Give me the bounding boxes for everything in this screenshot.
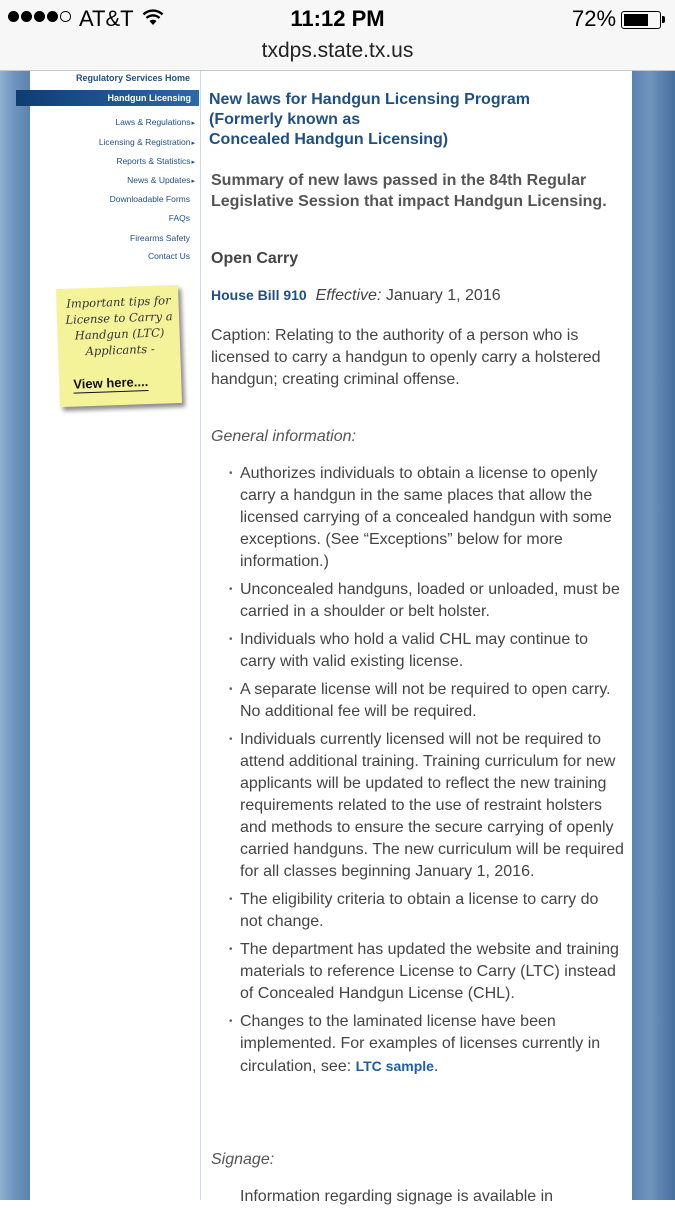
carrier-label: AT&T — [79, 6, 134, 31]
title-line-3: Concealed Handgun Licensing) — [209, 131, 449, 148]
list-item: • Changes to the laminated license have been implemented. For examples of licenses currently in circulation, see: LTC sample. — [229, 1013, 601, 1075]
chevron-right-icon: ▸ — [191, 159, 195, 166]
signage-text-partial: Information regarding signage is available in — [240, 1188, 554, 1205]
bullet-icon: • — [229, 944, 233, 955]
bullet-icon: • — [229, 734, 233, 745]
nav-faqs[interactable]: FAQs — [168, 213, 190, 223]
view-here-link[interactable]: View here.... — [73, 374, 149, 392]
bill-info — [211, 287, 501, 305]
nav-regulatory-services-home[interactable]: Regulatory Services Home — [75, 73, 190, 83]
list-item: • The department has updated the website and training materials to reference License to Carry (LTC) instead of Concealed Handgun License (CHL). — [229, 941, 619, 1002]
list-item: • Individuals currently licensed will not be required to attend additional training. Training curriculum for new applicants will be updated to reflect the new training requirements related to the use of restraint holsters and methods to ensure the secure carrying of openly carried handguns. The new curriculum will be required for all classes beginning January 1, 2016. — [229, 731, 624, 880]
page-title — [209, 90, 629, 150]
bullet-icon: • — [229, 468, 233, 479]
chevron-right-icon: ▸ — [191, 140, 195, 147]
status-bar — [0, 0, 675, 38]
general-information-heading: General information: — [211, 428, 356, 445]
clock: 11:12 PM — [290, 6, 385, 31]
general-information-list — [229, 463, 624, 1084]
nav-downloadable-forms[interactable]: Downloadable Forms — [109, 194, 190, 204]
list-item: • Unconcealed handguns, loaded or unloaded, must be carried in a shoulder or belt holster. — [229, 581, 620, 620]
nav-contact-us[interactable]: Contact Us — [147, 251, 190, 261]
nav-handgun-licensing[interactable]: Handgun Licensing — [16, 90, 199, 106]
sticky-note-text: Important tips for License to Carry a Handgun (LTC) Applicants - — [65, 293, 173, 359]
nav-licensing-registration[interactable]: Licensing & Registration▸ — [98, 137, 195, 147]
effective-label: Effective: — [315, 287, 382, 304]
nav-news-updates[interactable]: News & Updates▸ — [127, 175, 195, 185]
list-item: • Individuals who hold a valid CHL may continue to carry with valid existing license. — [229, 631, 589, 670]
bullet-icon: • — [229, 634, 233, 645]
chevron-right-icon: ▸ — [191, 120, 195, 127]
battery-icon — [621, 11, 661, 29]
chevron-right-icon: ▸ — [191, 178, 195, 185]
bullet-icon: • — [229, 684, 233, 695]
nav-firearms-safety[interactable]: Firearms Safety — [130, 233, 190, 243]
summary-heading: Summary of new laws passed in the 84th Regular Legislative Session that impact Handgun Licensing. — [211, 172, 607, 210]
bullet-icon: • — [229, 1016, 233, 1027]
bullet-icon: • — [229, 894, 233, 905]
signage-heading: Signage: — [211, 1151, 275, 1168]
nav-laws-regulations[interactable]: Laws & Regulations▸ — [115, 117, 195, 127]
list-item: • Authorizes individuals to obtain a license to openly carry a handgun in the same places that allow the licensed carrying of a concealed handgun with some exceptions. (See “Exceptions” below for more information.) — [229, 465, 612, 570]
title-line-1: New laws for Handgun Licensing Program — [209, 91, 530, 108]
url-text[interactable]: txdps.state.tx.us — [261, 39, 414, 62]
ltc-tips-sticky-note[interactable] — [56, 285, 182, 407]
ltc-sample-link[interactable]: LTC sample — [355, 1058, 434, 1074]
title-line-2: (Formerly known as — [209, 111, 361, 128]
bullet-icon: • — [229, 584, 233, 595]
address-bar[interactable] — [0, 38, 675, 71]
house-bill-910-link[interactable]: House Bill 910 — [211, 287, 307, 303]
nav-reports-statistics[interactable]: Reports & Statistics▸ — [116, 156, 195, 166]
list-item: • The eligibility criteria to obtain a license to carry do not change. — [229, 891, 599, 930]
bill-caption: Caption: Relating to the authority of a person who is licensed to carry a handgun to openly carry a holstered handgun; creating criminal offense. — [211, 327, 601, 388]
battery-percent: 72% — [572, 6, 617, 31]
list-item: • A separate license will not be required to open carry. No additional fee will be required. — [229, 681, 611, 720]
section-heading-open-carry: Open Carry — [211, 250, 299, 267]
effective-date: January 1, 2016 — [385, 287, 501, 304]
